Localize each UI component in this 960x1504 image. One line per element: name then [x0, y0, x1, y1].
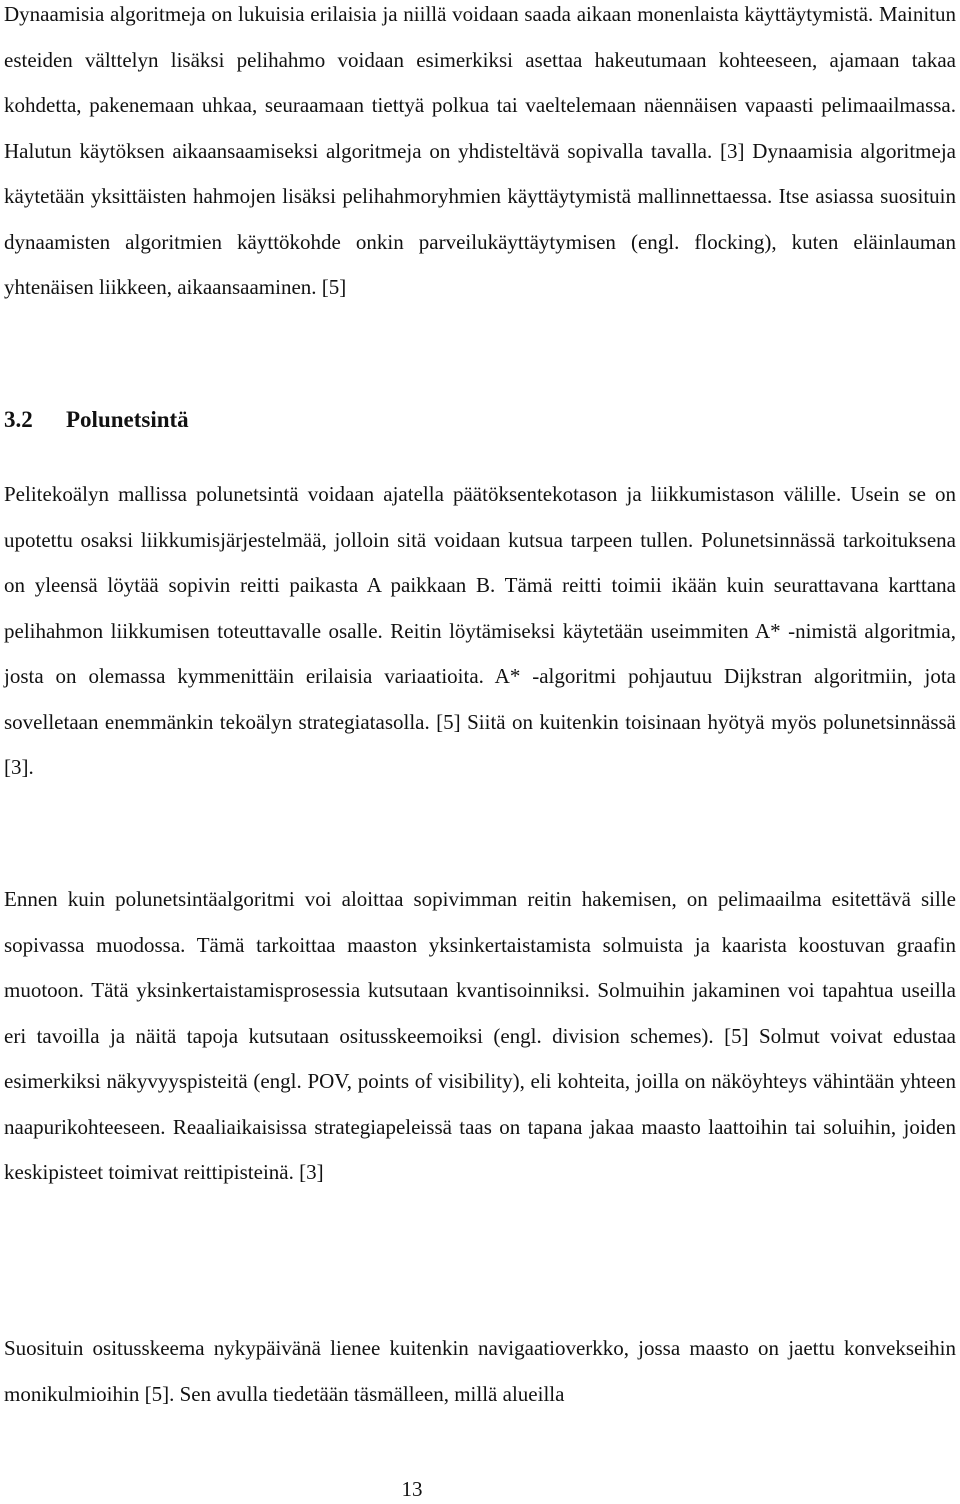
section-heading [4, 398, 189, 442]
section-title: Polunetsintä [66, 407, 189, 432]
page-number: 13 [401, 1477, 423, 1501]
section-number: 3.2 [4, 407, 33, 432]
intro-paragraph: Dynaamisia algoritmeja on lukuisia erilaisia ja niillä voidaan saada aikaan monenlaista käyttäytymistä. Mainitun esteiden välttelyn lisäksi pelihahmo voidaan esimerkiksi asettaa hakeutumaan kohteeseen, ajamaan takaa kohdetta, pakenemaan uhkaa, seuraamaan tiettyä polkua tai vaeltelemaan näennäisen vapaasti pelimaailmassa. Halutun käytöksen aikaansaamiseksi algoritmeja on yhdisteltävä sopivalla tavalla. [3] Dynaamisia algoritmeja käytetään yksittäisten hahmojen lisäksi pelihahmoryhmien käyttäytymistä mallinnettaessa. Itse asiassa suosituin dynaamisten algoritmien käyttökohde onkin parveilukäyttäytymisen (engl. flocking), kuten eläinlauman yhtenäisen liikkeen, aikaansaaminen. [5] [4, 2, 956, 299]
body-paragraph: Pelitekoälyn mallissa polunetsintä voidaan ajatella päätöksentekotason ja liikkumistason välille. Usein se on upotettu osaksi liikkumisjärjestelmää, jolloin sitä voidaan kutsua tarpeen tullen. Polunetsinnässä tarkoituksena on yleensä löytää sopivin reitti paikasta A paikkaan B. Tämä reitti toimii ikään kuin seurattavana karttana pelihahmon liikkumisen toteuttavalle osalle. Reitin löytämiseksi käytetään useimmiten A* -nimistä algoritmia, josta on olemassa kymmenittäin erilaisia variaatioita. A* -algoritmi pohjautuu Dijkstran algoritmiin, jota sovelletaan enemmänkin tekoälyn strategiatasolla. [5] Siitä on kuitenkin toisinaan hyötyä myös polunetsinnässä [3]. [4, 482, 956, 779]
body-paragraph: Ennen kuin polunetsintäalgoritmi voi aloittaa sopivimman reitin hakemisen, on pelimaailma esitettävä sille sopivassa muodossa. Tämä tarkoittaa maaston yksinkertaistamista solmuista ja kaarista koostuvan graafin muotoon. Tätä yksinkertaistamisprosessia kutsutaan kvantisoinniksi. Solmuihin jakaminen voi tapahtua useilla eri tavoilla ja näitä tapoja kutsutaan ositusskeemoiksi (engl. division schemes). [5] Solmut voivat edustaa esimerkiksi näkyvyyspisteitä (engl. POV, points of visibility), eli kohteita, joilla on näköyhteys vähintään yhteen naapurikohteeseen. Reaaliaikaisissa strategiapeleissä taas on tapana jakaa maasto laattoihin tai soluihin, joiden keskipisteet toimivat reittipisteinä. [3] [4, 887, 956, 1184]
body-paragraph: Suosituin ositusskeema nykypäivänä lienee kuitenkin navigaatioverkko, jossa maasto on jaettu konvekseihin monikulmioihin [5]. Sen avulla tiedetään täsmälleen, millä alueilla [4, 1336, 956, 1406]
